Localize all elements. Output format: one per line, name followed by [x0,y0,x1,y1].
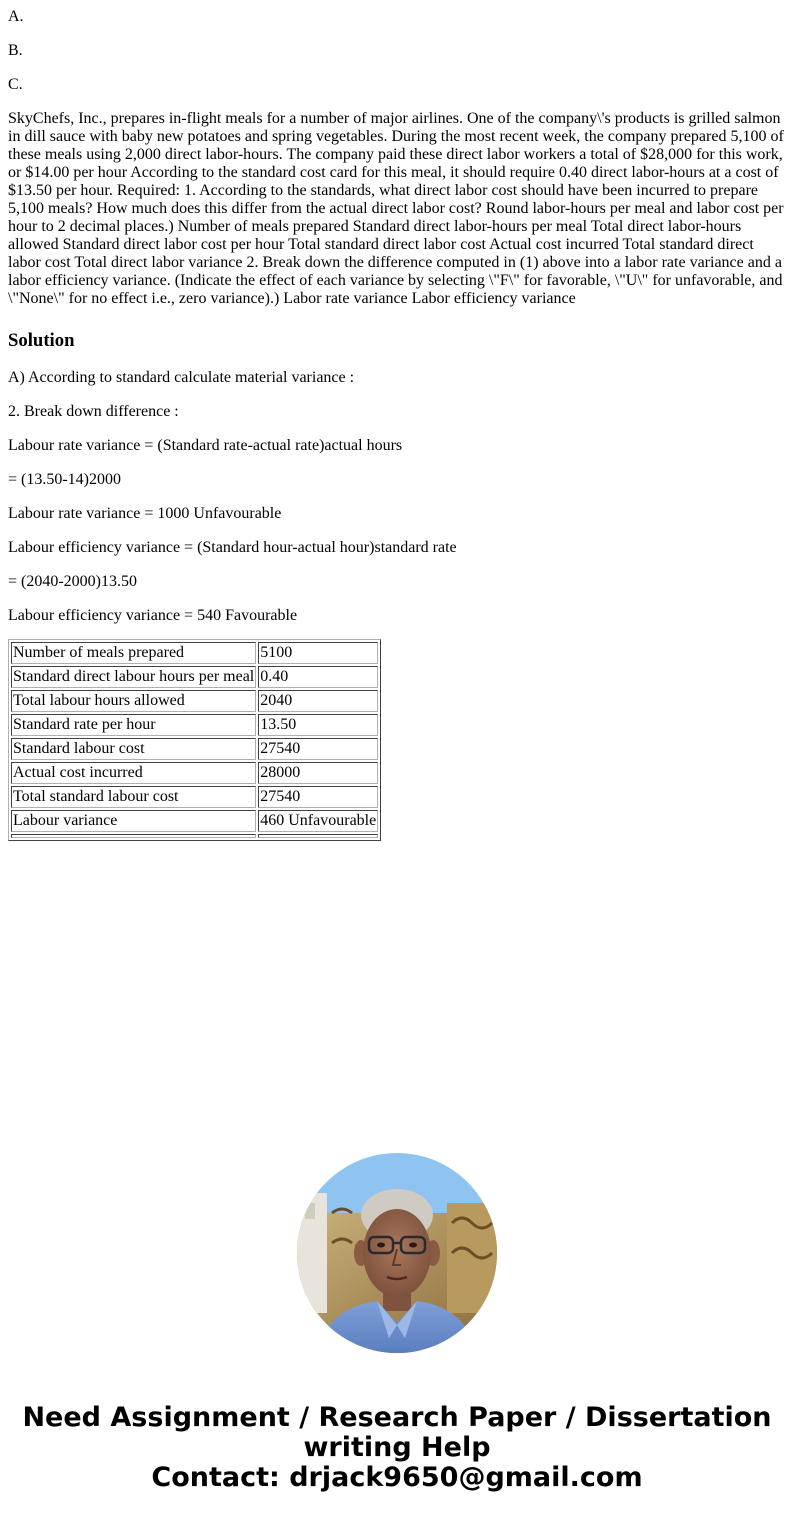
author-avatar [297,1153,497,1353]
table-cell-label: Labour variance [11,810,256,832]
solution-line: Labour rate variance = 1000 Unfavourable [8,505,282,522]
table-row [11,762,378,784]
table-row [11,738,378,760]
table-cell-label: Standard rate per hour [11,714,256,736]
footer-contact-email: Contact: drjack9650@gmail.com [151,1462,643,1493]
table-row [11,714,378,736]
solution-line: A) According to standard calculate material variance : [8,369,355,386]
table-row [11,642,378,664]
table-cell-value: 27540 [258,786,378,808]
table-row-empty [11,834,378,838]
table-row [11,666,378,688]
option-a: A. [8,8,24,25]
labour-variance-table [8,639,381,841]
contact-footer [0,1403,794,1493]
option-c: C. [8,76,23,93]
table-cell-empty [258,834,378,838]
solution-heading: Solution [8,330,75,351]
table-cell-value: 460 Unfavourable [258,810,378,832]
table-cell-value: 5100 [258,642,378,664]
solution-line: 2. Break down difference : [8,403,179,420]
solution-line: Labour efficiency variance = 540 Favourable [8,607,298,624]
table-cell-label: Standard direct labour hours per meal [11,666,256,688]
table-cell-label: Total labour hours allowed [11,690,256,712]
table-cell-value: 13.50 [258,714,378,736]
table-cell-value: 0.40 [258,666,378,688]
author-portrait-image [297,1153,497,1353]
table-row [11,690,378,712]
solution-line: Labour rate variance = (Standard rate-actual rate)actual hours [8,437,403,454]
table-cell-label: Standard labour cost [11,738,256,760]
table-cell-label: Total standard labour cost [11,786,256,808]
table-cell-value: 27540 [258,738,378,760]
question-text: SkyChefs, Inc., prepares in-flight meals for a number of major airlines. One of the company\'s products is grilled salmon in dill sauce with baby new potatoes and spring vegetables. During the most recent week, the company prepared 5,100 of these meals using 2,000 direct labor-hours. The company paid these direct labor workers a total of $28,000 for this work, or $14.00 per hour According to the standard cost card for this meal, it should require 0.40 direct labor-hours at a cost of $13.50 per hour. Required: 1. According to the standards, what direct labor cost should have been incurred to prepare 5,100 meals? How much does this differ from the actual direct labor cost? Round labor-hours per meal and labor cost per hour to 2 decimal places.) Number of meals prepared Standard direct labor-hours per meal Total direct labor-hours allowed Standard direct labor cost per hour Total standard direct labor cost Actual cost incurred Total standard direct labor cost Total direct labor variance 2. Break down the difference computed in (1) above into a labor rate variance and a labor efficiency variance. (Indicate the effect of each variance by selecting \"F\" for favorable, \"U\" for unfavorable, and \"None\" for no effect i.e., zero variance).) Labor rate variance Labor efficiency variance [8,110,784,307]
table-cell-value: 2040 [258,690,378,712]
table-row [11,786,378,808]
table-cell-value: 28000 [258,762,378,784]
table-cell-empty [11,834,256,838]
footer-line-1: Need Assignment / Research Paper / Dissertation [22,1402,772,1433]
footer-line-2: writing Help [303,1432,491,1463]
solution-line: = (2040-2000)13.50 [8,573,138,590]
option-b: B. [8,42,23,59]
solution-line: Labour efficiency variance = (Standard hour-actual hour)standard rate [8,539,457,556]
solution-line: = (13.50-14)2000 [8,471,122,488]
table-row [11,810,378,832]
table-cell-label: Actual cost incurred [11,762,256,784]
document-body [8,8,786,641]
table-cell-label: Number of meals prepared [11,642,256,664]
